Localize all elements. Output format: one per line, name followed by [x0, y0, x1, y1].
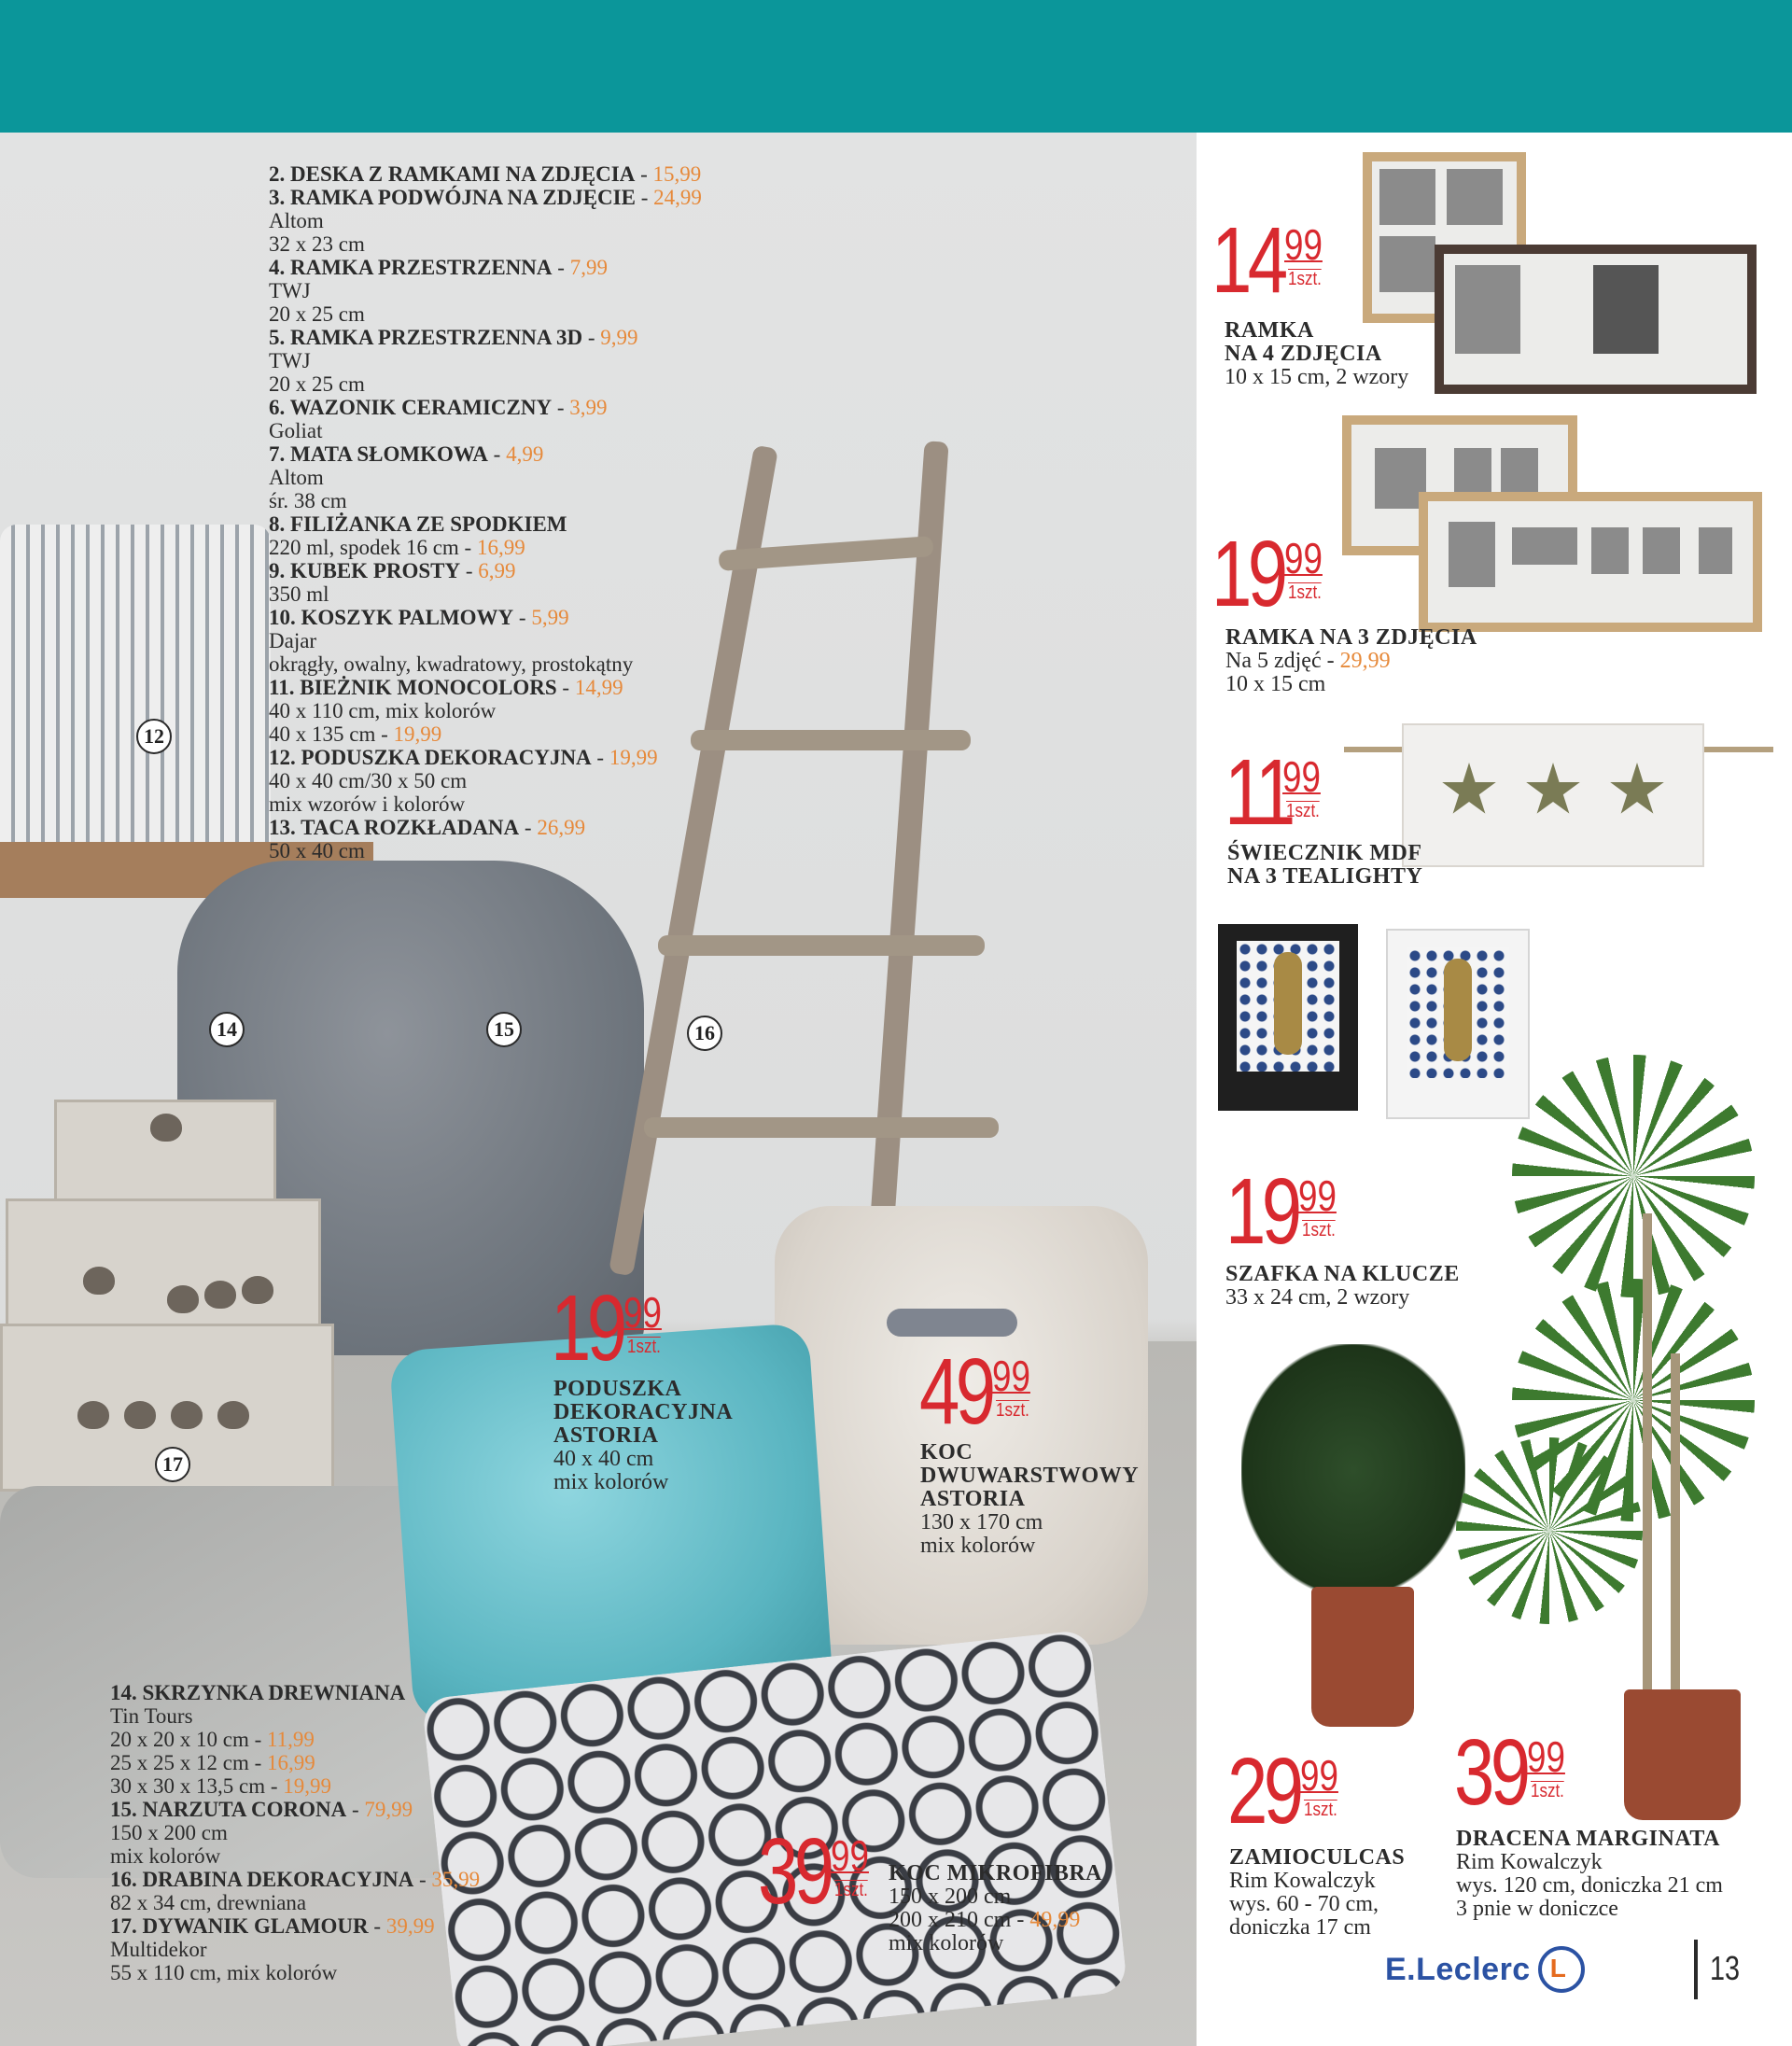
dracena-pot-image	[1624, 1689, 1741, 1820]
list-item: Tin Tours	[110, 1704, 193, 1728]
price-tag-frame-3: 19 99 1szt.	[1211, 522, 1323, 626]
list-item: 6. WAZONIK CERAMICZNY - 3,99	[269, 396, 608, 419]
list-item: 5. RAMKA PRZESTRZENNA 3D - 9,99	[269, 326, 638, 349]
price-tag-key-cabinet: 19 99 1szt.	[1225, 1159, 1337, 1264]
list-item: 11. BIEŻNIK MONOCOLORS - 14,99	[269, 676, 623, 699]
marker-14: 14	[209, 1012, 245, 1047]
price-tag-blanket: 49 99 1szt.	[919, 1339, 1030, 1444]
list-item: Goliat	[269, 419, 323, 442]
offer-cushion: PODUSZKA DEKORACYJNA ASTORIA 40 x 40 cm mix kolorów	[553, 1377, 734, 1494]
product-list-top	[269, 162, 702, 862]
list-item: 16. DRABINA DEKORACYJNA - 35,99	[110, 1868, 481, 1891]
list-item: TWJ	[269, 279, 311, 302]
offer-dracena: DRACENA MARGINATA Rim Kowalczyk wys. 120 cm, doniczka 21 cm 3 pnie w doniczce	[1456, 1827, 1723, 1921]
list-item: 350 ml	[269, 582, 329, 606]
list-item: 40 x 135 cm - 19,99	[269, 722, 442, 746]
list-item: 9. KUBEK PROSTY - 6,99	[269, 559, 516, 582]
marker-17: 17	[155, 1447, 190, 1482]
list-item: 8. FILIŻANKA ZE SPODKIEM	[269, 512, 567, 536]
list-item: okrągły, owalny, kwadratowy, prostokątny	[269, 652, 634, 676]
list-item: Multidekor	[110, 1938, 207, 1961]
price-tag-cushion: 19 99 1szt.	[551, 1276, 662, 1380]
price-tag-dracena: 39 99 1szt.	[1454, 1720, 1565, 1825]
brand-name: E.Leclerc	[1385, 1951, 1531, 1987]
list-item: 150 x 200 cm	[110, 1821, 228, 1844]
striped-pillow-image	[0, 525, 271, 861]
list-item: 40 x 110 cm, mix kolorów	[269, 699, 497, 722]
list-item: 15. NARZUTA CORONA - 79,99	[110, 1798, 413, 1821]
candle-holder-image	[1402, 723, 1704, 867]
list-item: 20 x 20 x 10 cm - 11,99	[110, 1728, 315, 1751]
page-number: 13	[1710, 1949, 1741, 1987]
list-item: 7. MATA SŁOMKOWA - 4,99	[269, 442, 544, 466]
dracena-plant-image	[1512, 1055, 1755, 1297]
list-item: 2. DESKA Z RAMKAMI NA ZDJĘCIA - 15,99	[269, 162, 702, 186]
marker-12: 12	[136, 719, 172, 754]
list-item: 20 x 25 cm	[269, 372, 365, 396]
brand-logo	[1385, 1946, 1585, 1993]
ribbon-bow-image	[887, 1309, 1017, 1337]
price-tag-zamioculcas: 29 99 1szt.	[1227, 1739, 1338, 1843]
photo-frame-4-dark-image	[1435, 245, 1757, 394]
price-tag-candle: 11 99 1szt.	[1225, 740, 1321, 845]
key-cabinet-white-image	[1386, 929, 1530, 1119]
list-item: 220 ml, spodek 16 cm - 16,99	[269, 536, 525, 559]
list-item: 13. TACA ROZKŁADANA - 26,99	[269, 816, 586, 839]
list-item: 17. DYWANIK GLAMOUR - 39,99	[110, 1914, 435, 1938]
offer-frame-3: RAMKA NA 3 ZDJĘCIA Na 5 zdjęć - 29,99 10 x 15 cm	[1225, 625, 1477, 696]
divider	[1694, 1940, 1698, 1999]
list-item: 40 x 40 cm/30 x 50 cm	[269, 769, 468, 792]
marker-16: 16	[687, 1016, 722, 1051]
list-item: 20 x 25 cm	[269, 302, 365, 326]
list-item: Altom	[269, 209, 324, 232]
list-item: 82 x 34 cm, drewniana	[110, 1891, 307, 1914]
list-item: śr. 38 cm	[269, 489, 347, 512]
list-item: Altom	[269, 466, 324, 489]
offer-key-cabinet: SZAFKA NA KLUCZE 33 x 24 cm, 2 wzory	[1225, 1262, 1460, 1310]
zamioculcas-plant-image	[1241, 1344, 1465, 1596]
list-item: Dajar	[269, 629, 317, 652]
list-item: 50 x 40 cm	[269, 839, 365, 862]
photo-frame-5-image	[1419, 492, 1762, 632]
list-item: 25 x 25 x 12 cm - 16,99	[110, 1751, 315, 1774]
offer-candle-holder: ŚWIECZNIK MDF NA 3 TEALIGHTY	[1227, 841, 1423, 889]
list-item: 3. RAMKA PODWÓJNA NA ZDJĘCIE - 24,99	[269, 186, 702, 209]
offer-zamioculcas: ZAMIOCULCAS Rim Kowalczyk wys. 60 - 70 cm, doniczka 17 cm	[1229, 1845, 1406, 1940]
price-tag-frame-4: 14 99 1szt.	[1211, 208, 1323, 313]
top-banner	[0, 0, 1792, 133]
list-item: 55 x 110 cm, mix kolorów	[110, 1961, 338, 1984]
zamioculcas-pot-image	[1311, 1587, 1414, 1727]
list-item: TWJ	[269, 349, 311, 372]
offer-frame-4: RAMKA NA 4 ZDJĘCIA 10 x 15 cm, 2 wzory	[1225, 318, 1409, 389]
list-item: 12. PODUSZKA DEKORACYJNA - 19,99	[269, 746, 658, 769]
product-list-bottom	[110, 1681, 480, 1984]
offer-microfiber: KOC MIKROFIBRA 150 x 200 cm 200 x 210 cm - 49,99 mix kolorów	[889, 1861, 1102, 1955]
leclerc-logo-icon: L	[1538, 1946, 1585, 1993]
list-item: 30 x 30 x 13,5 cm - 19,99	[110, 1774, 332, 1798]
price-tag-microfiber: 39 99 1szt.	[758, 1819, 869, 1924]
list-item: 4. RAMKA PRZESTRZENNA - 7,99	[269, 256, 608, 279]
marker-15: 15	[486, 1012, 522, 1047]
list-item: mix kolorów	[110, 1844, 221, 1868]
offer-blanket: KOC DWUWARSTWOWY ASTORIA 130 x 170 cm mix kolorów	[920, 1440, 1140, 1558]
list-item: 32 x 23 cm	[269, 232, 365, 256]
list-item: mix wzorów i kolorów	[269, 792, 466, 816]
list-item: 10. KOSZYK PALMOWY - 5,99	[269, 606, 569, 629]
key-cabinet-black-image	[1218, 924, 1358, 1111]
list-item: 14. SKRZYNKA DREWNIANA	[110, 1681, 406, 1704]
